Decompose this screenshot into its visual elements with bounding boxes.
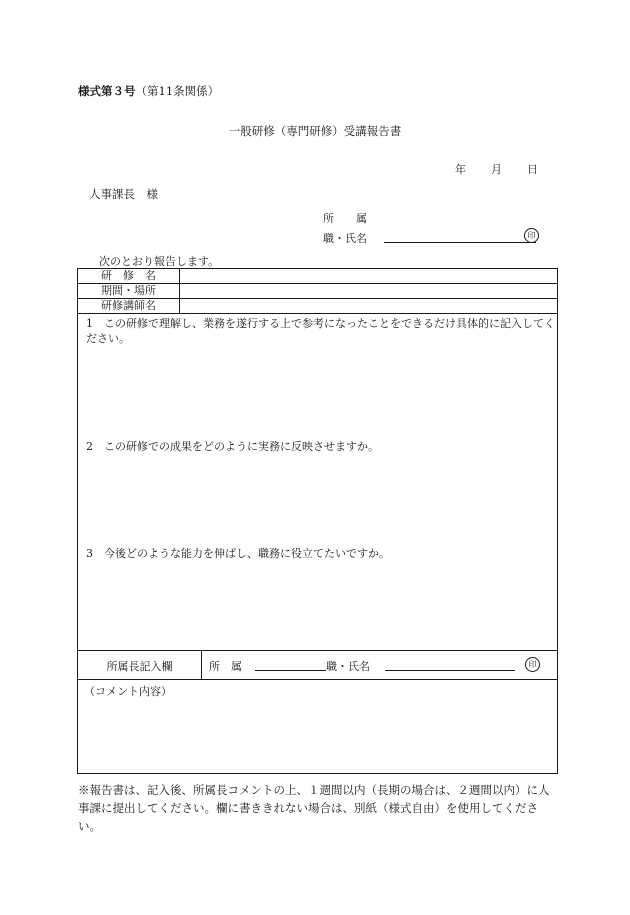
supervisor-name-field[interactable] — [385, 670, 515, 671]
question-2: 2 この研修での成果をどのように実務に反映させますか。 — [86, 440, 379, 453]
footnote: ※報告書は、記入後、所属長コメントの上、１週間以内（長期の場合は、２週間以内）に人事課に提出してください。欄に書ききれない場合は、別紙（様式自由）を使用してください。 — [78, 783, 550, 833]
comment-label: （コメント内容） — [84, 685, 172, 698]
comment-area[interactable] — [78, 680, 558, 774]
date-line — [455, 161, 538, 177]
supervisor-dept-label: 所 属 — [209, 660, 242, 673]
supervisor-label: 所属長記入欄 — [106, 660, 173, 673]
row-label-instructor: 研修講師名 — [78, 299, 180, 314]
seal-icon: 印 — [524, 228, 539, 243]
reporter-name-label: 職・氏名 — [323, 232, 367, 245]
question-1: 1 この研修で理解し、業務を遂行する上で参考になったことをできるだけ具体的に記入してください。 — [86, 317, 555, 345]
question-3: 3 今後どのような能力を伸ばし、職務に役立てたいですか。 — [86, 547, 390, 560]
row-label-course: 研 修 名 — [78, 269, 180, 284]
supervisor-name-label: 職・氏名 — [326, 660, 370, 673]
course-name-field[interactable] — [180, 269, 558, 284]
form-number — [78, 83, 219, 99]
reporter-name-field[interactable] — [384, 242, 536, 243]
seal-icon: 印 — [525, 657, 540, 672]
report-table — [77, 268, 558, 774]
date-month: 月 — [491, 163, 502, 176]
reporter-dept-label: 所 属 — [323, 212, 367, 225]
instructor-field[interactable] — [180, 299, 558, 314]
intro-text: 次のとおり報告します。 — [99, 255, 220, 268]
supervisor-dept-field[interactable] — [255, 670, 326, 671]
row-label-period: 期間・場所 — [78, 284, 180, 299]
questions-area[interactable] — [78, 314, 558, 651]
form-number-paren: （第11条関係） — [135, 84, 220, 98]
date-year: 年 — [455, 163, 466, 176]
form-number-bold: 様式第３号 — [78, 84, 136, 98]
date-day: 日 — [527, 163, 538, 176]
addressee: 人事課長 様 — [89, 187, 158, 201]
document-title: 一般研修（専門研修）受講報告書 — [228, 124, 402, 138]
supervisor-row — [78, 651, 558, 680]
period-place-field[interactable] — [180, 284, 558, 299]
